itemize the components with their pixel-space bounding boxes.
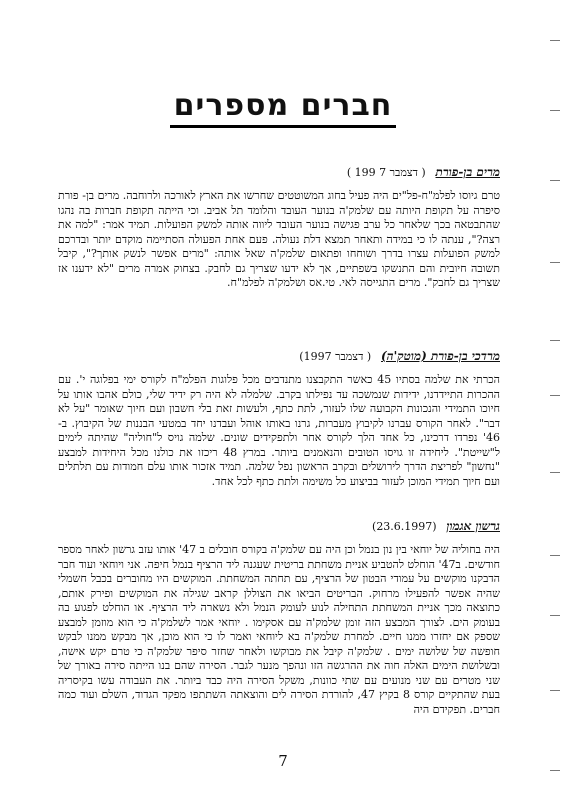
testimony-author: גרשון אגמון	[446, 519, 500, 533]
testimony-mordechai	[58, 348, 500, 489]
testimony-text: טרם גיוסו לפלמ"ח-פל"ים היה פעיל בחוג המשוטטים שחרשו את הארץ לאורכה ולרוחבה. מרים בן- פורת סיפרה על תקופת היותה עם שלמק'ה בנוער העובד והלומד תל אביב. וכי הייתה תקופת חברות בה נהגו שהתבטאה בכך שלאחר כל ערב פגישה בנוער העובד ליווה אותה למשק הפועלות. תמיד אמר: "למה את רצה?", ענתה לו כי במידה ותאחר תמצא דלת נעולה. פעם אחת הפעולה הסתיימה מוקדם יותר ובדרכם למשק הפועלות עצרו בדרך ושוחחו ופתאום שלמק'ה שאל אותה: "מרים אפשר לנשק אותך?", קיבל תשובה חיובית והם התנשקו בשפתיים, אך לא ידעו שצריך גם לחבק. בצחוק אמרה מרים "לא ידענו אז שצריך גם לחבק". מרים התגייסה לאי. טי.אס ושלמק'ה לפלמ"ח.	[58, 189, 500, 289]
testimony-date: ( דצמבר 7 199 )	[346, 166, 426, 179]
page-title	[0, 88, 566, 123]
testimony-date: ( דצמבר 1997)	[299, 350, 372, 363]
testimony-author: מרים בן-פורת	[435, 165, 500, 179]
testimony-text: היה בחוליה של יוחאי בין נון בנמל וכן היה עם שלמק'ה בקורס חובלים ב 47' אותו עזב גרשון לאחר מספר חודשים. ב47' הוחלט להטביע אניית משחתת בריטית שעגנה ליד הרציף בנמל חיפה. אני ויוחאי ועוד חבר הדבקנו מוקשים על עמודי הבטון של הרציף, עם תחתה המשחתת. המוקשים היו מחוברים בכבל חשמלי שהיה אפשר להפעילו מרחוק. הבריטים הביאו את הצוללן קראב שגילה את המוקשים ופירק אותם, כתוצאה מכך אניית המשחתת התחילה לנוע לעומק הנמל ולא נשארה ליד הרציף. או הוחלט לפגוע בה בעומק הים. לצורך המבצע הזה זומן שלמק'ה עם אסקימו . יוחאי אמר לשלמק'ה כי הוא מוזמן למבצע שספק אם יחזרו ממנו חיים. למחרת שלמק'ה בא ליוחאי ואמר לו כי הוא מוכן, אך מבקש ממנו לבקש חופשה של שלושה ימים . שלמק'ה קיבל את מבוקשו ולאחר שחזר סיפר שלמק'ה כי טרם יקש אישה, ובשלושת הימים האלה חוה את ההרגשה הזו ונהפך מנער לגבר. הסירה שהם בנו הייתה סירה באורך של שני מטרים עם שני מנועים עם שתי כוונות, משקל הסירה היה כבד ביותר. את העבודה עשו בקיסריה בעת שהתקיים קורס 8 בקיץ 47, להורדת הסירה לים והוצאתה השתתפו מפקד הגדוד, השלם ועוד כמה חברים. תפקידם היה	[58, 543, 501, 716]
testimony-gershon	[58, 518, 500, 717]
testimony-date: (23.6.1997)	[372, 520, 437, 533]
page-title-text: חברים מספרים	[170, 88, 397, 128]
testimony-heading	[58, 518, 500, 535]
testimony-miriam	[58, 164, 500, 291]
testimony-heading	[58, 348, 500, 365]
testimony-author: מרדכי בן-פורת (מוטק'ה)	[380, 349, 500, 363]
testimony-text: הכרתי את שלמה בסתיו 45 כאשר התקבצנו מתנדבים מכל פלוגות הפלמ"ח לקורס ימי בפלוגה י'. עם ההכרות התיידדנו, ידידות שנמשכה עד נפילתו בקרב. שלמלה לא היה רק ידיד שלי, כולם אהבו אותו על חיוכו התמידי והנכונות הקבועה שלו לעזור, לתת כתף, ולעשות זאת בלי חשבון ועם חיוך שאומר "על לא דבר". לאחר הקורס עברנו לקיבוץ מעברות, גרנו באותו אוהל ועבדנו יחד במטעי הבננות של הקיבוץ. ב- 46' נפרדו דרכינו, כל אחד הלך לקורס אחר ולתפקידים שונים. שלמה גויס ל"חוליה" שהיתה לימים ל"שייטת". ליחידה זו גויסו הטובים והנאמנים ביותר. במרץ 48 ריכזו את כולנו מכל היחידות למבצע "נחשון" לפריצת הדרך לירושלים ובקרב הראשון נפל שלמה. תמיד אזכור אותו עלם חמודות עם תלתלים ועם חיוך תמידי המוכן לעזור בביצוע כל משימה ולתת כתף לכל אחד.	[58, 373, 500, 488]
page-number: 7	[278, 752, 288, 770]
testimony-heading	[58, 164, 500, 181]
